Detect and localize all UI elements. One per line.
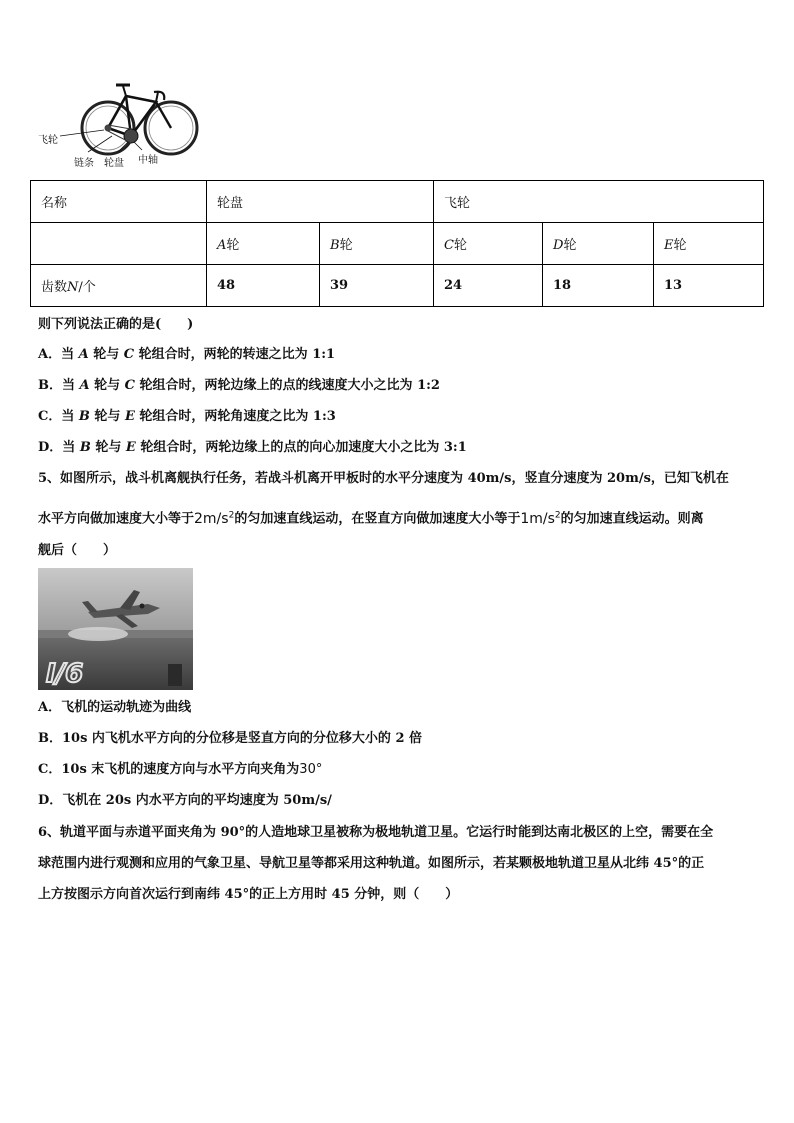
q4-stem: 则下列说法正确的是( ) xyxy=(38,317,194,332)
table-cell-wheel-c: C轮 xyxy=(434,223,543,265)
table-cell-wheel-d: D轮 xyxy=(543,223,654,265)
table-cell-teeth-label: 齿数N/个 xyxy=(31,265,207,307)
q5-option-a: A．飞机的运动轨迹为曲线 xyxy=(38,700,192,715)
table-header-row xyxy=(31,181,764,223)
accel-horizontal: $2m/s^2$ xyxy=(194,510,235,527)
table-cell-teeth-e: 13 xyxy=(654,265,764,307)
table-cell-wheel-b: B轮 xyxy=(320,223,434,265)
bicycle-figure xyxy=(30,80,210,172)
table-cell-wheel-a: A轮 xyxy=(207,223,320,265)
table-teeth-row xyxy=(31,265,764,307)
fighter-jet-photo xyxy=(38,568,193,690)
q4-option-c: C．当 B 轮与 E 轮组合时，两轮角速度之比为 1:3 xyxy=(38,409,336,424)
table-cell-flywheel: 飞轮 xyxy=(434,181,764,223)
chainring-label: 轮盘 xyxy=(104,158,124,169)
table-cell-wheel-e: E轮 xyxy=(654,223,764,265)
table-cell-name: 名称 xyxy=(31,181,207,223)
q6-line-2: 球范围内进行观测和应用的气象卫星、导航卫星等都采用这种轨道。如图所示，若某颗极地轨道卫星从北纬 45°的正 xyxy=(38,856,705,871)
q4-option-b: B．当 A 轮与 C 轮组合时，两轮边缘上的点的线速度大小之比为 1:2 xyxy=(38,378,440,393)
q4-option-d: D．当 B 轮与 E 轮组合时，两轮边缘上的点的向心加速度大小之比为 3:1 xyxy=(38,440,467,455)
q4-option-a: A．当 A 轮与 C 轮组合时，两轮的转速之比为 1:1 xyxy=(38,347,336,362)
q6-line-1: 6、轨道平面与赤道平面夹角为 90°的人造地球卫星被称为极地轨道卫星。它运行时能到达南北极区的上空，需要在全 xyxy=(38,825,714,840)
accel-vertical: $1m/s^2$ xyxy=(520,510,561,527)
table-cell-empty xyxy=(31,223,207,265)
q5-line-2: 水平方向做加速度大小等于$2m/s^2$的匀加速直线运动，在竖直方向做加速度大小等于$1m/s^2$的匀加速直线运动。则离 xyxy=(38,510,704,527)
q5-line-3: 舰后（ ） xyxy=(38,543,117,558)
q6-line-3: 上方按图示方向首次运行到南纬 45°的正上方用时 45 分钟，则（ ） xyxy=(38,887,459,902)
table-cell-teeth-c: 24 xyxy=(434,265,543,307)
table-cell-chainring: 轮盘 xyxy=(207,181,434,223)
table-cell-teeth-b: 39 xyxy=(320,265,434,307)
q5-option-b: B．10s 内飞机水平方向的分位移是竖直方向的分位移大小的 2 倍 xyxy=(38,731,423,746)
table-cell-teeth-d: 18 xyxy=(543,265,654,307)
chain-label: 链条 xyxy=(74,158,94,169)
deck-marking: I/6 xyxy=(46,659,84,689)
gear-table xyxy=(30,180,764,307)
q5-option-d: D．飞机在 20s 内水平方向的平均速度为 50m/s/ xyxy=(38,793,332,808)
q5-option-c: C．10s 末飞机的速度方向与水平方向夹角为30° xyxy=(38,762,323,777)
fighter-jet-image xyxy=(38,568,193,690)
axle-label: 中轴 xyxy=(138,155,158,166)
table-cell-teeth-a: 48 xyxy=(207,265,320,307)
table-wheel-row xyxy=(31,223,764,265)
flywheel-label: 飞轮 xyxy=(38,135,58,146)
q5-line-1: 5、如图所示，战斗机离舰执行任务，若战斗机离开甲板时的水平分速度为 40m/s，竖直分速度为 20m/s，已知飞机在 xyxy=(38,471,729,486)
